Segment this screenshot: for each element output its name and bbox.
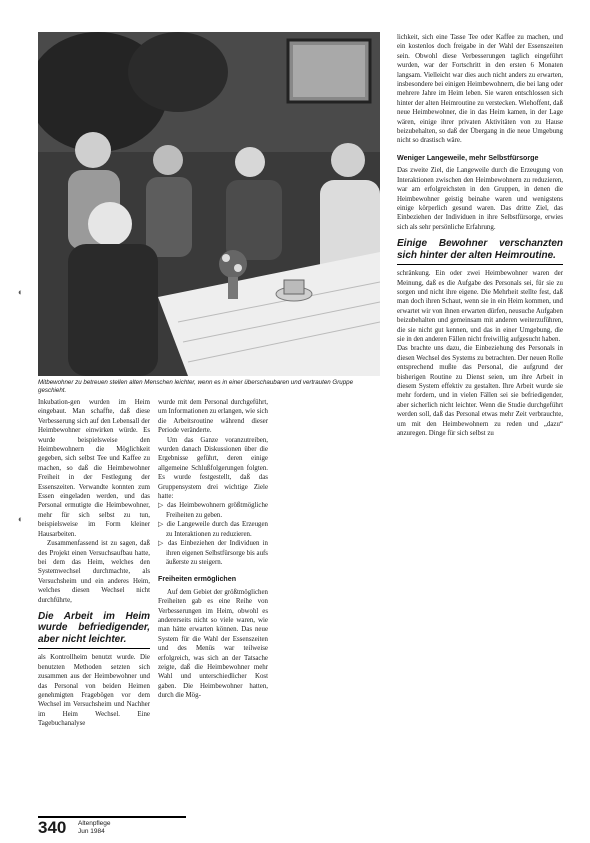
registration-mark: ◐ [18,287,24,297]
paragraph: Das zweite Ziel, die Langeweile durch die Erzeugung von Interaktionen zwischen den Heimbewohnern zu reduzieren, war am erfolgreichsten in den Gruppen, in denen die Heimbewohner geistig beinahe waren und wenigstens einige körperlich gesund waren. Das dritte Ziel, das Einbeziehen der Individuen in ihre Selbstfürsorge, erwies sich als sehr persönliche Erfahrung. [397,167,563,231]
bullet-item: ▷ die Langeweile durch das Erzeugen zu Interaktionen zu reduzieren. [158,521,268,538]
bullet-item: ▷ das Heimbewohnern größtmögliche Freiheiten zu geben. [158,502,268,519]
page-number: 340 [38,818,67,837]
page-footer [38,818,380,838]
paragraph: wurde mit dem Personal durchgeführt, um Informationen zu erlangen, wie sich die Arbeitsroutine während dieser Periode veränderte. [158,399,268,435]
photo-caption: Mitbewohner zu betreuen stellen alten Menschen leichter, wenn es in einer überschaubaren und vertrauten Gruppe geschieht. [38,379,354,394]
paragraph: schränkung. Ein oder zwei Heimbewohner waren der Meinung, daß es die Aufgabe des Personals sei, für sie zu sorgen und nicht ihre eigene. Die Mehrheit stellte fest, daß man doch ihren Schaut, wenn sie in ein Heim kommen, und erwartet wir von ihnen erwarten dürfen, neusuche Aufgaben beizubehalten und gemeinsam mit anderen weiterzuführen, die sie nicht gut kennen, und das in einer Umgebung, die sie in den anderen Fällen nicht freiwillig aufgesucht haben. [397,270,563,343]
text-column-3 [397,33,563,438]
publication-info: Altenpflege Jun 1984 [78,820,111,835]
text-column-1 [38,398,150,729]
paragraph: Zusammenfassend ist zu sagen, daß des Projekt einen Versuchsaufbau hatte, bei dem das Heim, welches den Systemwechsel durchmachte, als Versuchsheim und ein anderes Heim, welches diesen Wechsel nicht durchführte, [38,540,150,604]
paragraph: Um das Ganze voranzutreiben, wurden danach Diskussionen über die Ergebnisse geführt, deren einige allgemeine Schlußfolgerungen folgten. Es wurde festgestellt, daß das Gruppensystem drei wichtige Ziele hatte: [158,436,268,501]
paragraph: lichkeit, sich eine Tasse Tee oder Kaffee zu machen, und ein kostenlos doch freigabe in der Wahl der Essenszeiten sein. Obwohl diese Verbesserungen taglich eingeführt wurden, war der Fortschritt in den ersten 6 Monaten langsam. Vielleicht war dies auch nicht anders zu erwarten, insbesondere bei einigen Heimbewohnern, die bei lang oder mehrere Jahre im Heim leben. Sie waren entschlossen sich hinter der alten Heimroutine zu verstecken. Wiehoffent, daß neue Heimbewohner, die in das Heim kamen, in der Lage wären, einige ihrer privaten Aktivitäten von zu Hause beizubehalten, so daß der Übergang in die neue Umgebung nicht so drastisch wäre. [397,34,563,145]
photo-residents-table [38,32,380,376]
bullet-item: ▷ das Einbeziehen der Individuen in ihren eigenen Selbstfürsorge bis aufs äußerste zu steigern. [158,540,268,566]
paragraph: Das brachte uns dazu, die Einbeziehung des Personals in diesen Wechsel des Systems zu betrachten. Der neuen Rolle entsprechend mußte das Personal, die aufgrund der bisherigen Routine zu Dienst seien, um ihre Arbeit in diesem System effektiv zu gestalten. Ihre Arbeit wurde sie mehr fordern, und in vielen Fällen sei sie befriedigender, aber sicherlich nicht leichter. Wenn die Studie durchgeführt werden soll, daß das Personal etwas mehr Zeit verbrauchte, um mit den Heimbewohnern zu reden und „dazu“ anzuregen. Dinge für sich selbst zu [397,345,563,438]
section-heading: Freiheiten ermöglichen [158,575,237,584]
paragraph: als Kontrollheim benutzt wurde. Die benutzten Methoden setzten sich zusammen aus der Heimbewohner und das Personal von beiden Heimen genehmigten Fragebögen vor dem Wechsel im Versuchsheim und Nachher im Heim Wechsel. Eine Tagebuchanalyse [38,654,150,728]
text-column-2 [158,398,268,701]
pull-quote: Einige Bewohner verschanzten sich hinter der alten Heimroutine. [397,236,563,265]
registration-mark: ◐ [18,514,24,524]
paragraph: Auf dem Gebiet der größtmöglichen Freiheiten gab es eine Reihe von Verbesserungen im Heim, obwohl es andererseits nicht so viele waren, wie man hätte erwarten können. Das neue System für die Wahl der Essenszeiten und des Menüs war teilweise erfolgreich, was sich an der Tatsache zeigte, daß die Heimbewohner mehr Wahl und unterschiedlicher Kost gaben. Die Heimbewohner hatten, durch die Mög- [158,588,268,700]
section-heading: Weniger Langeweile, mehr Selbstfürsorge [397,153,539,162]
pull-quote: Die Arbeit im Heim wurde befriedigender, aber nicht leichter. [38,609,150,650]
paragraph: Inkubation-gen wurden im Heim eingebaut. Man schaffte, daß diese Verbesserung sich auf den Lebensall der Heimbewohner einwirken würde. Es wurde beispielsweise den Heimbewohnern die Möglichkeit gegeben, sich selbst Tee und Kaffee zu machen, so daß die Heimbewohner Freiheit in der Festlegung der Essenszeiten. Verwandte konnten zum Essen eingeladen werden, und das Personal ermutigte die Heimbewohner, mehr für sich selbst zu tun, beispielsweise im Form kleiner Hausarbeiten. [38,399,150,538]
